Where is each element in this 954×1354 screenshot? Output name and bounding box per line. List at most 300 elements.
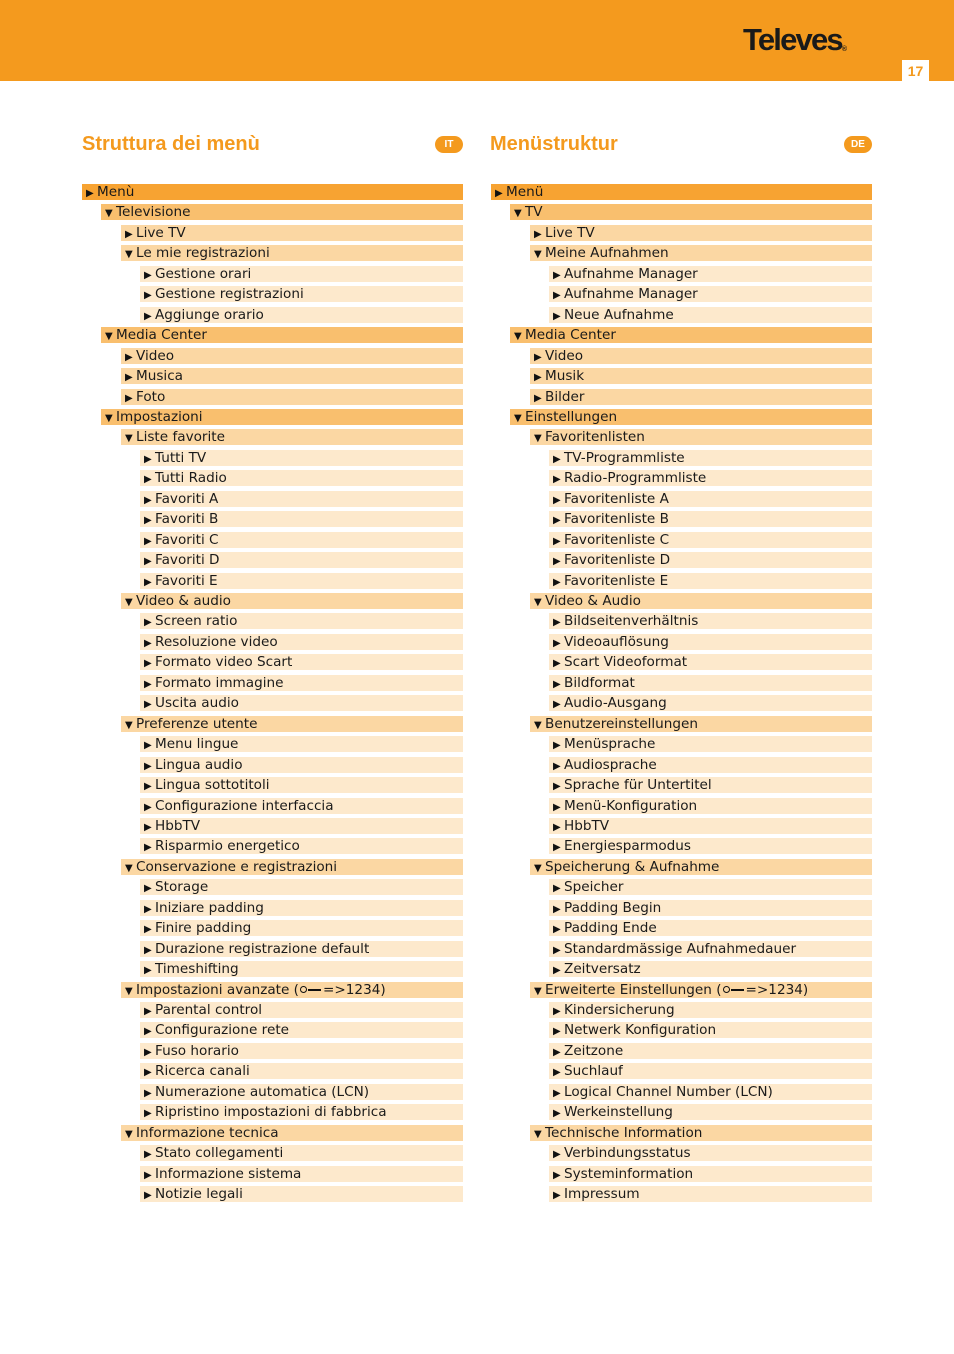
menu-row-label: Netwerk Konfiguration [564,1022,717,1038]
menu-row-label: Formato video Scart [155,654,293,670]
menu-row-label: Conservazione e registrazioni [136,859,338,875]
menu-row-label: Aufnahme Manager [564,286,698,302]
triangle-right-icon: ▶ [553,1149,561,1160]
triangle-right-icon: ▶ [553,904,561,915]
triangle-down-icon: ▼ [534,986,542,997]
menu-row [140,818,463,834]
menu-row-label: Scart Videoformat [564,654,688,670]
triangle-right-icon: ▶ [144,842,152,853]
menu-row [530,389,872,405]
menu-row [121,859,463,875]
page-header [0,0,954,81]
menu-row [549,450,872,466]
menu-row-label: Timeshifting [155,961,239,977]
menu-row [101,204,463,220]
menu-row [530,245,872,261]
menu-row-label: Risparmio energetico [155,838,300,854]
menu-row-label: Video [545,348,584,364]
menu-row-label-suffix: =>1234) [323,982,386,998]
menu-row [549,532,872,548]
triangle-right-icon: ▶ [553,822,561,833]
triangle-down-icon: ▼ [125,863,133,874]
menu-row [140,1063,463,1079]
menu-row [549,634,872,650]
triangle-right-icon: ▶ [144,658,152,669]
triangle-right-icon: ▶ [144,495,152,506]
menu-row-label: TV-Programmliste [564,450,685,466]
menu-row [530,368,872,384]
triangle-down-icon: ▼ [125,720,133,731]
menu-row [121,429,463,445]
menu-row-label: Foto [136,389,166,405]
triangle-right-icon: ▶ [534,393,542,404]
triangle-right-icon: ▶ [553,454,561,465]
menu-row-label-suffix: =>1234) [745,982,809,998]
menu-row-label: Parental control [155,1002,263,1018]
menu-row [530,429,872,445]
menu-row-label: Speicherung & Aufnahme [545,859,720,875]
menu-row [140,1002,463,1018]
triangle-right-icon: ▶ [144,761,152,772]
triangle-right-icon: ▶ [86,188,94,199]
triangle-right-icon: ▶ [553,1088,561,1099]
menu-row [140,266,463,282]
menu-row-label: Impostazioni [116,409,203,425]
triangle-right-icon: ▶ [553,515,561,526]
menu-row [82,184,463,200]
menu-row-label: Lingua audio [155,757,243,773]
triangle-right-icon: ▶ [553,290,561,301]
menu-row-label: Logical Channel Number (LCN) [564,1084,773,1100]
menu-row [140,900,463,916]
menu-row [549,961,872,977]
menu-row-label: Tutti TV [155,450,207,466]
menu-row [140,879,463,895]
menu-row-label: Favoriti E [155,573,218,589]
menu-row-label: Technische Information [545,1125,703,1141]
menu-row-label: Favoritenliste C [564,532,670,548]
menu-row-label: Media Center [116,327,207,343]
triangle-right-icon: ▶ [553,270,561,281]
triangle-right-icon: ▶ [553,761,561,772]
triangle-down-icon: ▼ [534,1129,542,1140]
menu-row [510,409,872,425]
menu-row [549,470,872,486]
triangle-right-icon: ▶ [553,638,561,649]
menu-row-label: Systeminformation [564,1166,694,1182]
menu-row [549,1002,872,1018]
menu-row [140,286,463,302]
menu-row [549,552,872,568]
menu-row [121,368,463,384]
triangle-right-icon: ▶ [553,495,561,506]
menu-row-label: Media Center [525,327,616,343]
menu-row [140,450,463,466]
triangle-right-icon: ▶ [553,536,561,547]
menu-row-label: Live TV [545,225,595,241]
triangle-down-icon: ▼ [514,208,522,219]
menu-row-label: Gestione orari [155,266,252,282]
triangle-down-icon: ▼ [125,249,133,260]
menu-row-label: Favoriti B [155,511,219,527]
triangle-right-icon: ▶ [144,822,152,833]
triangle-right-icon: ▶ [144,454,152,465]
menu-row [549,491,872,507]
menu-row [140,1104,463,1120]
menu-row-label: Stato collegamenti [155,1145,284,1161]
key-icon [723,985,745,995]
menu-row-label: Menü [506,184,544,200]
key-icon [300,985,322,995]
menu-row-label: Televisione [116,204,191,220]
triangle-down-icon: ▼ [534,433,542,444]
menu-row-label: Radio-Programmliste [564,470,707,486]
triangle-right-icon: ▶ [553,679,561,690]
menu-row-label: Preferenze utente [136,716,258,732]
triangle-right-icon: ▶ [144,965,152,976]
triangle-down-icon: ▼ [125,986,133,997]
menu-row [530,225,872,241]
menu-row-label: Impostazioni avanzate ( [136,982,299,998]
triangle-right-icon: ▶ [534,372,542,383]
menu-row-label: Werkeinstellung [564,1104,673,1120]
menu-row [121,593,463,609]
menu-row [140,1043,463,1059]
menu-row-label: TV [525,204,543,220]
triangle-down-icon: ▼ [105,208,113,219]
menu-row [140,654,463,670]
menu-row-label: Configurazione interfaccia [155,798,334,814]
menu-row-label: Tutti Radio [155,470,227,486]
menu-row-label: Favoriti D [155,552,220,568]
menu-row-label: Video & Audio [545,593,641,609]
menu-row-label: Suchlauf [564,1063,623,1079]
triangle-right-icon: ▶ [144,577,152,588]
menu-row [549,1022,872,1038]
triangle-right-icon: ▶ [144,1190,152,1201]
menu-row [549,573,872,589]
triangle-right-icon: ▶ [534,229,542,240]
menu-row-label: Informazione sistema [155,1166,302,1182]
triangle-right-icon: ▶ [144,740,152,751]
menu-row-label: Finire padding [155,920,252,936]
triangle-right-icon: ▶ [144,638,152,649]
triangle-right-icon: ▶ [144,1067,152,1078]
menu-row-label: Uscita audio [155,695,239,711]
triangle-down-icon: ▼ [125,433,133,444]
triangle-down-icon: ▼ [125,1129,133,1140]
menu-row [140,470,463,486]
menu-row [140,838,463,854]
menu-row [121,982,463,998]
triangle-right-icon: ▶ [553,1108,561,1119]
menu-row-label: HbbTV [155,818,201,834]
language-badge-it: IT [435,136,463,153]
menu-row [549,654,872,670]
triangle-down-icon: ▼ [534,863,542,874]
menu-row [549,1084,872,1100]
triangle-right-icon: ▶ [553,1026,561,1037]
triangle-right-icon: ▶ [553,577,561,588]
menu-row [549,900,872,916]
menu-row [140,941,463,957]
menu-row-label: Live TV [136,225,186,241]
menu-row [140,961,463,977]
menu-row [549,286,872,302]
menu-row-label: Einstellungen [525,409,618,425]
menu-row [549,613,872,629]
menu-row-label: Standardmässige Aufnahmedauer [564,941,797,957]
menu-row-label: HbbTV [564,818,610,834]
menu-row-label: Padding Ende [564,920,657,936]
triangle-right-icon: ▶ [553,1006,561,1017]
menu-row [549,675,872,691]
menu-row-label: Screen ratio [155,613,238,629]
menu-row-label: Iniziare padding [155,900,264,916]
triangle-right-icon: ▶ [144,474,152,485]
menu-row-label: Favoritenliste A [564,491,669,507]
column-title-it: Struttura dei menù [82,133,260,155]
menu-row [140,675,463,691]
triangle-right-icon: ▶ [553,699,561,710]
menu-row [140,1022,463,1038]
menu-row-label: Resoluzione video [155,634,278,650]
menu-row [140,695,463,711]
menu-row-label: Notizie legali [155,1186,243,1202]
triangle-right-icon: ▶ [553,740,561,751]
triangle-right-icon: ▶ [125,352,133,363]
triangle-right-icon: ▶ [144,883,152,894]
menu-row-label: Favoriti C [155,532,219,548]
menu-row-label: Durazione registrazione default [155,941,370,957]
menu-row [140,573,463,589]
televes-logo: Televes® [743,22,848,57]
triangle-right-icon: ▶ [553,1067,561,1078]
menu-row [140,1084,463,1100]
menu-row [101,327,463,343]
menu-row [121,225,463,241]
menu-row-label: Informazione tecnica [136,1125,279,1141]
menu-row [530,593,872,609]
menu-row [121,716,463,732]
triangle-right-icon: ▶ [125,229,133,240]
menu-row-label: Bildformat [564,675,635,691]
menu-row-label: Menü-Konfiguration [564,798,698,814]
page-number: 17 [902,60,929,81]
menu-row [140,920,463,936]
menu-row-label: Le mie registrazioni [136,245,270,261]
triangle-right-icon: ▶ [144,904,152,915]
menu-row [140,757,463,773]
menu-row [530,982,872,998]
menu-row-label: Lingua sottotitoli [155,777,270,793]
menu-row [121,348,463,364]
menu-row-label: Meine Aufnahmen [545,245,669,261]
menu-row-label: Video & audio [136,593,231,609]
menu-row [140,552,463,568]
triangle-right-icon: ▶ [125,393,133,404]
menu-row [121,1125,463,1141]
menu-row-label: Menu lingue [155,736,239,752]
menu-row [549,1166,872,1182]
menu-row-label: Aggiunge orario [155,307,264,323]
triangle-right-icon: ▶ [144,699,152,710]
menu-row-label: Zeitversatz [564,961,641,977]
menu-row [140,1166,463,1182]
menu-row-label: Verbindungsstatus [564,1145,691,1161]
menu-row [549,798,872,814]
menu-row [121,245,463,261]
menu-row-label: Impressum [564,1186,640,1202]
triangle-down-icon: ▼ [105,413,113,424]
menu-row-label: Gestione registrazioni [155,286,304,302]
language-badge-de: DE [844,136,872,153]
menu-row [140,511,463,527]
triangle-right-icon: ▶ [553,945,561,956]
triangle-right-icon: ▶ [144,1026,152,1037]
menu-row-label: Bildseitenverhältnis [564,613,699,629]
menu-row [549,307,872,323]
triangle-right-icon: ▶ [553,556,561,567]
triangle-right-icon: ▶ [553,1170,561,1181]
triangle-right-icon: ▶ [144,1170,152,1181]
triangle-right-icon: ▶ [553,474,561,485]
menu-row [491,184,872,200]
menu-row [549,757,872,773]
triangle-right-icon: ▶ [144,1006,152,1017]
triangle-right-icon: ▶ [553,965,561,976]
triangle-right-icon: ▶ [144,617,152,628]
triangle-right-icon: ▶ [144,1108,152,1119]
menu-row-label: Liste favorite [136,429,225,445]
menu-row-label: Energiesparmodus [564,838,691,854]
menu-row [549,777,872,793]
menu-row [140,634,463,650]
triangle-right-icon: ▶ [553,924,561,935]
menu-row [140,307,463,323]
triangle-right-icon: ▶ [144,290,152,301]
menu-row [549,1186,872,1202]
menu-row-label: Benutzereinstellungen [545,716,698,732]
triangle-right-icon: ▶ [144,270,152,281]
triangle-right-icon: ▶ [144,679,152,690]
menu-row [140,491,463,507]
menu-row-label: Bilder [545,389,585,405]
menu-row [549,266,872,282]
triangle-right-icon: ▶ [144,945,152,956]
menu-row-label: Menù [97,184,135,200]
triangle-right-icon: ▶ [144,556,152,567]
triangle-right-icon: ▶ [553,842,561,853]
menu-row-label: Numerazione automatica (LCN) [155,1084,370,1100]
menu-row [549,920,872,936]
menu-row-label: Audio-Ausgang [564,695,667,711]
menu-row-label: Menüsprache [564,736,656,752]
menu-row-label: Configurazione rete [155,1022,290,1038]
menu-row-label: Aufnahme Manager [564,266,698,282]
menu-row [549,1063,872,1079]
menu-row-label: Favoritenliste D [564,552,671,568]
menu-row-label: Ripristino impostazioni di fabbrica [155,1104,387,1120]
menu-row [530,1125,872,1141]
menu-row [549,736,872,752]
menu-row [549,1104,872,1120]
menu-row [549,838,872,854]
triangle-right-icon: ▶ [553,1190,561,1201]
triangle-right-icon: ▶ [144,1047,152,1058]
triangle-right-icon: ▶ [553,883,561,894]
triangle-right-icon: ▶ [144,924,152,935]
menu-row-label: Video [136,348,175,364]
menu-row-label: Erweiterte Einstellungen ( [545,982,722,998]
menu-row-label: Kindersicherung [564,1002,675,1018]
triangle-right-icon: ▶ [144,1088,152,1099]
triangle-right-icon: ▶ [553,781,561,792]
menu-row-label: Sprache für Untertitel [564,777,712,793]
triangle-down-icon: ▼ [125,597,133,608]
menu-row [140,798,463,814]
triangle-right-icon: ▶ [144,802,152,813]
menu-row [121,389,463,405]
triangle-down-icon: ▼ [534,597,542,608]
menu-row [549,941,872,957]
triangle-down-icon: ▼ [534,720,542,731]
menu-row-label: Musica [136,368,184,384]
triangle-right-icon: ▶ [553,658,561,669]
menu-row-label: Ricerca canali [155,1063,250,1079]
triangle-right-icon: ▶ [144,515,152,526]
menu-row [140,777,463,793]
menu-row-label: Videoauflösung [564,634,669,650]
menu-row [140,1145,463,1161]
menu-row-label: Favoriti A [155,491,219,507]
menu-row-label: Audiosprache [564,757,657,773]
menu-row-label: Padding Begin [564,900,662,916]
menu-row [549,1145,872,1161]
triangle-right-icon: ▶ [495,188,503,199]
column-title-de: Menüstruktur [490,133,618,155]
menu-row-label: Storage [155,879,209,895]
menu-row-label: Speicher [564,879,624,895]
triangle-down-icon: ▼ [105,331,113,342]
menu-row [510,204,872,220]
triangle-down-icon: ▼ [514,413,522,424]
menu-row [140,736,463,752]
triangle-right-icon: ▶ [144,1149,152,1160]
menu-row [549,818,872,834]
menu-row-label: Formato immagine [155,675,284,691]
menu-row [140,1186,463,1202]
menu-row [549,695,872,711]
menu-row [530,716,872,732]
triangle-right-icon: ▶ [553,1047,561,1058]
triangle-right-icon: ▶ [144,781,152,792]
menu-row [549,879,872,895]
menu-row [549,1043,872,1059]
menu-row [101,409,463,425]
triangle-right-icon: ▶ [553,617,561,628]
triangle-right-icon: ▶ [553,802,561,813]
menu-row-label: Favoritenliste E [564,573,669,589]
menu-row [530,348,872,364]
triangle-down-icon: ▼ [514,331,522,342]
menu-row [549,511,872,527]
triangle-right-icon: ▶ [144,311,152,322]
menu-row [140,532,463,548]
menu-row-label: Favoritenliste B [564,511,669,527]
menu-row-label: Zeitzone [564,1043,624,1059]
triangle-down-icon: ▼ [534,249,542,260]
